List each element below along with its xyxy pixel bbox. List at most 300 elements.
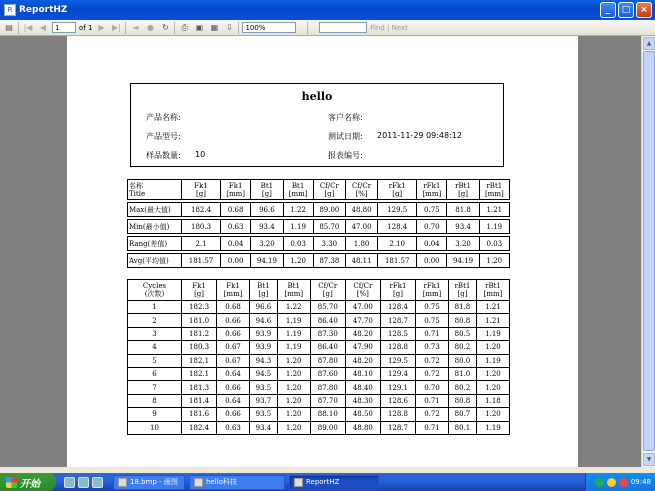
table-row	[128, 220, 510, 234]
table-cell: 80.0	[448, 354, 476, 367]
column-header-cycles-line: (次数)	[144, 290, 165, 298]
table-cell: 93.4	[250, 421, 278, 434]
column-header-line: [g]	[457, 290, 468, 298]
show-desktop-icon[interactable]	[78, 477, 89, 488]
table-cell: 93.4	[447, 220, 479, 234]
table-cell: 88.10	[310, 408, 345, 421]
table-cell: 87.70	[310, 394, 345, 407]
table-cell: 0.00	[417, 254, 447, 268]
table-cell: 1.18	[476, 394, 509, 407]
table-cell: 47.00	[345, 220, 377, 234]
column-header-line: [mm]	[223, 290, 243, 298]
table-row	[128, 254, 510, 268]
table-cell: 80.7	[448, 408, 476, 421]
table-cell: 87.60	[310, 367, 345, 380]
back-icon[interactable]: ◄	[132, 23, 139, 32]
table-cell: 80.8	[448, 394, 476, 407]
table-cell: 181.6	[182, 408, 217, 421]
last-page-icon[interactable]: ▶|	[112, 23, 121, 32]
table-cell: 0.70	[417, 220, 447, 234]
table-row	[128, 421, 510, 434]
column-header	[378, 180, 417, 200]
table-cell: 128.4	[380, 301, 415, 314]
table-cell: 8	[128, 394, 182, 407]
zoom-select[interactable]: 100%	[242, 22, 296, 33]
column-header-line: Bt1	[257, 282, 270, 290]
table-cell: 1.19	[476, 354, 509, 367]
column-header-title	[128, 180, 182, 200]
table-cell: 81.0	[448, 367, 476, 380]
table-cell: 0.00	[221, 254, 251, 268]
table-cell: 86.40	[310, 314, 345, 327]
table-cell: 0.75	[416, 301, 449, 314]
window-title: ReportHZ	[19, 5, 68, 15]
table-cell: 81.8	[448, 301, 476, 314]
table-cell: 85.70	[310, 301, 345, 314]
table-cell: 47.00	[345, 301, 380, 314]
column-header-line: Cf/Cr	[353, 282, 373, 290]
table-cell: 80.8	[448, 314, 476, 327]
table-cell: 180.3	[182, 220, 221, 234]
row-label: Min(最小值)	[128, 220, 182, 234]
table-cell: 93.7	[250, 394, 278, 407]
table-cell: 1.20	[479, 254, 509, 268]
column-header	[277, 280, 310, 301]
table-cell: 0.64	[217, 394, 250, 407]
column-header-line: Cf/Cr	[318, 282, 338, 290]
table-cell: 93.4	[251, 220, 283, 234]
column-header-line: Fk1	[192, 282, 206, 290]
column-header-line: Bt1	[260, 181, 274, 190]
column-header-line: [mm]	[226, 189, 246, 198]
table-cell: 1.19	[479, 220, 509, 234]
column-header-line: [%]	[355, 189, 368, 198]
column-header	[476, 280, 509, 301]
column-header-line: rFk1	[423, 181, 441, 190]
window-titlebar[interactable]	[0, 0, 655, 20]
table-cell: 3	[128, 327, 182, 340]
page-count-label: of 1	[79, 23, 93, 32]
table-cell: 94.19	[251, 254, 283, 268]
table-cell: 1.20	[277, 408, 310, 421]
security-icon[interactable]	[619, 478, 628, 487]
table-cell: 81.8	[447, 203, 479, 217]
taskbar-item-label: hello科技	[206, 478, 237, 486]
column-header-line: [mm]	[284, 290, 304, 298]
table-row	[128, 203, 510, 217]
table-row	[128, 381, 510, 394]
table-cell: 89.00	[310, 421, 345, 434]
table-cell: 0.04	[221, 237, 251, 251]
table-cell: 1.19	[283, 220, 313, 234]
sample-count-value: 10	[195, 150, 206, 159]
table-cell: 94.6	[250, 314, 278, 327]
refresh-icon[interactable]: ↻	[162, 23, 169, 32]
toolbar-separator	[18, 22, 19, 34]
table-cell: 181.2	[182, 327, 217, 340]
test-date-label: 测试日期:	[328, 132, 363, 141]
page-setup-icon[interactable]: ▦	[210, 23, 219, 32]
table-header-row	[128, 280, 510, 301]
find-input[interactable]	[319, 22, 367, 33]
report-number-label: 报表编号:	[328, 151, 363, 160]
app-icon: R	[4, 4, 16, 16]
column-header-line: [g]	[258, 290, 269, 298]
network-icon[interactable]	[595, 478, 604, 487]
table-cell: 2	[128, 314, 182, 327]
column-header-line: [g]	[392, 189, 403, 198]
table-cell: 1.19	[277, 341, 310, 354]
table-cell: 96.6	[251, 203, 283, 217]
test-date-value: 2011-11-29 09:48:12	[377, 131, 462, 140]
toggle-document-map-icon[interactable]: ▤	[5, 23, 13, 32]
table-cell: 182.3	[182, 301, 217, 314]
column-header	[283, 180, 313, 200]
browser-icon[interactable]	[64, 477, 75, 488]
table-cell: 0.75	[417, 203, 447, 217]
column-header	[182, 280, 217, 301]
taskbar-item-label: ReportHZ	[306, 478, 340, 486]
table-cell: 0.03	[479, 237, 509, 251]
column-header	[182, 180, 221, 200]
column-header	[250, 280, 278, 301]
column-header	[345, 180, 377, 200]
media-player-icon[interactable]	[92, 477, 103, 488]
table-cell: 0.66	[217, 408, 250, 421]
toolbar-separator	[174, 22, 175, 34]
table-cell: 1.19	[476, 421, 509, 434]
first-page-icon[interactable]: |◀	[23, 23, 33, 32]
table-cell: 3.20	[447, 237, 479, 251]
table-cell: 48.80	[345, 203, 377, 217]
table-cell: 1.19	[476, 327, 509, 340]
table-cell: 1.80	[345, 237, 377, 251]
paint-icon	[118, 478, 127, 487]
column-header-line: rFk1	[423, 282, 441, 290]
taskbar-item-label: 18.bmp - 画图	[130, 478, 178, 486]
table-cell: 48.40	[345, 381, 380, 394]
table-cell: 0.67	[217, 354, 250, 367]
table-cell: 0.70	[416, 381, 449, 394]
table-cell: 0.75	[416, 314, 449, 327]
table-cell: 87.80	[310, 354, 345, 367]
table-cell: 93.5	[250, 408, 278, 421]
table-cell: 1.20	[277, 367, 310, 380]
column-header	[345, 280, 380, 301]
table-row	[128, 354, 510, 367]
table-cell: 1.19	[277, 327, 310, 340]
scroll-thumb[interactable]	[643, 51, 655, 451]
table-cell: 0.71	[416, 394, 449, 407]
column-header-line: [mm]	[483, 290, 503, 298]
table-cell: 3.30	[313, 237, 345, 251]
page-number-input[interactable]: 1	[52, 22, 76, 33]
table-cell: 129.4	[380, 367, 415, 380]
scroll-up-icon[interactable]: ▲	[643, 37, 655, 50]
column-header-line: rFk1	[389, 282, 407, 290]
table-cell: 48.10	[345, 367, 380, 380]
table-cell: 47.70	[345, 314, 380, 327]
table-cell: 0.04	[417, 237, 447, 251]
column-header-line: [g]	[194, 290, 205, 298]
row-label: Max(最大值)	[128, 203, 182, 217]
table-cell: 47.90	[345, 341, 380, 354]
clock: 09:48	[630, 478, 651, 486]
table-cell: 10	[128, 421, 182, 434]
quick-launch	[64, 477, 103, 488]
scroll-down-icon[interactable]: ▼	[643, 453, 655, 466]
sample-count-label: 样品数量:	[146, 151, 181, 160]
table-cell: 48.50	[345, 408, 380, 421]
table-cell: 85.70	[313, 220, 345, 234]
taskbar-item-paint[interactable]	[113, 475, 185, 490]
table-row	[128, 367, 510, 380]
column-header-cycles	[128, 280, 182, 301]
column-header-line: rFk1	[388, 181, 406, 190]
table-cell: 7	[128, 381, 182, 394]
taskbar-item-reporthz[interactable]	[289, 475, 379, 490]
table-cell: 128.5	[380, 327, 415, 340]
table-cell: 89.00	[313, 203, 345, 217]
column-header	[479, 180, 509, 200]
vertical-scrollbar[interactable]	[641, 36, 655, 467]
table-row	[128, 408, 510, 421]
table-cell: 48.11	[345, 254, 377, 268]
find-next-link[interactable]: Find | Next	[370, 23, 408, 32]
table-cell: 1.20	[277, 354, 310, 367]
previous-page-icon[interactable]: ◀	[39, 23, 47, 32]
table-cell: 80.5	[448, 327, 476, 340]
report-header-box	[130, 83, 504, 167]
column-header	[417, 180, 447, 200]
summary-table	[127, 179, 510, 268]
table-cell: 0.66	[217, 381, 250, 394]
column-header	[416, 280, 449, 301]
column-header-cycles-line: Cycles	[142, 282, 167, 290]
table-cell: 181.3	[182, 381, 217, 394]
column-header-line: Fk1	[226, 282, 240, 290]
table-cell: 1.20	[476, 381, 509, 394]
table-cell: 5	[128, 354, 182, 367]
table-cell: 94.3	[250, 354, 278, 367]
table-cell: 4	[128, 341, 182, 354]
table-cell: 0.64	[217, 367, 250, 380]
column-header-line: [g]	[261, 189, 272, 198]
row-label: Rang(差值)	[128, 237, 182, 251]
column-header-line: rBt1	[485, 282, 501, 290]
table-row	[128, 314, 510, 327]
taskbar-item-hello[interactable]	[189, 475, 285, 490]
table-cell: 0.68	[217, 301, 250, 314]
table-cell: 94.5	[250, 367, 278, 380]
column-header-line: Bt1	[291, 181, 305, 190]
table-cell: 80.2	[448, 341, 476, 354]
table-cell: 1.20	[476, 341, 509, 354]
column-header-title-line: 名称	[129, 181, 143, 190]
table-cell: 128.7	[380, 421, 415, 434]
table-row	[128, 327, 510, 340]
table-cell: 3.20	[251, 237, 283, 251]
table-cell: 0.72	[416, 354, 449, 367]
column-header-line: rBt1	[454, 282, 471, 290]
table-cell: 1.22	[283, 203, 313, 217]
column-header-line: rBt1	[486, 181, 503, 190]
table-cell: 0.72	[416, 408, 449, 421]
table-cell: 2.1	[182, 237, 221, 251]
print-layout-icon[interactable]: ▣	[195, 23, 204, 32]
column-header-line: [%]	[356, 290, 369, 298]
column-header-line: rBt1	[455, 181, 471, 190]
customer-name-label: 客户名称:	[328, 113, 363, 122]
minimize-button[interactable]: _	[600, 2, 616, 18]
table-cell: 1.22	[277, 301, 310, 314]
table-cell: 182.1	[182, 367, 217, 380]
product-name-label: 产品名称:	[146, 113, 181, 122]
table-cell: 48.20	[345, 327, 380, 340]
column-header-line: Fk1	[194, 181, 208, 190]
report-toolbar	[0, 20, 655, 36]
table-cell: 87.38	[313, 254, 345, 268]
table-cell: 129.5	[378, 203, 417, 217]
table-cell: 1.21	[476, 314, 509, 327]
table-cell: 48.30	[345, 394, 380, 407]
report-title: hello	[301, 90, 333, 103]
column-header	[447, 180, 479, 200]
table-cell: 128.7	[380, 314, 415, 327]
column-header-line: Bt1	[287, 282, 300, 290]
table-cell: 128.4	[378, 220, 417, 234]
cycles-table	[127, 279, 510, 435]
table-cell: 1.20	[476, 367, 509, 380]
table-cell: 182.1	[182, 354, 217, 367]
column-header-line: Cf/Cr	[319, 181, 339, 190]
next-page-icon[interactable]: ▶	[98, 23, 105, 32]
table-cell: 181.57	[182, 254, 221, 268]
table-cell: 6	[128, 367, 182, 380]
column-header	[380, 280, 415, 301]
column-header-line: Fk1	[228, 181, 243, 190]
table-cell: 182.4	[182, 421, 217, 434]
column-header-line: Cf/Cr	[352, 181, 372, 190]
column-header-line: [mm]	[288, 189, 308, 198]
stop-icon[interactable]: ●	[146, 23, 154, 32]
product-model-label: 产品型号:	[146, 132, 181, 141]
app-icon	[294, 478, 303, 487]
table-cell: 1.20	[476, 408, 509, 421]
table-row	[128, 237, 510, 251]
table-cell: 48.80	[345, 421, 380, 434]
table-cell: 181.57	[378, 254, 417, 268]
table-cell: 9	[128, 408, 182, 421]
column-header-line: [mm]	[422, 189, 442, 198]
table-cell: 129.5	[380, 354, 415, 367]
table-cell: 0.66	[217, 327, 250, 340]
column-header	[221, 180, 251, 200]
column-header	[313, 180, 345, 200]
column-header-line: [g]	[458, 189, 469, 198]
table-cell: 181.0	[182, 314, 217, 327]
table-cell: 181.4	[182, 394, 217, 407]
table-cell: 128.8	[380, 341, 415, 354]
table-cell: 93.5	[250, 381, 278, 394]
table-cell: 0.72	[416, 367, 449, 380]
table-cell: 1.21	[476, 301, 509, 314]
table-cell: 0.68	[221, 203, 251, 217]
print-icon[interactable]: ⎙	[181, 22, 188, 32]
table-header-row	[128, 180, 510, 200]
column-header	[448, 280, 476, 301]
table-cell: 1.19	[277, 314, 310, 327]
table-row	[128, 301, 510, 314]
table-cell: 0.67	[217, 341, 250, 354]
table-cell: 1.20	[277, 381, 310, 394]
table-cell: 80.1	[448, 421, 476, 434]
row-label: Avg(平均值)	[128, 254, 182, 268]
maximize-button[interactable]: □	[618, 2, 634, 18]
windows-logo-icon	[6, 477, 17, 488]
export-icon[interactable]: ⇩	[226, 23, 233, 32]
column-header-line: [mm]	[422, 290, 442, 298]
table-cell: 96.6	[250, 301, 278, 314]
table-cell: 87.80	[310, 381, 345, 394]
table-cell: 1	[128, 301, 182, 314]
table-cell: 128.6	[380, 394, 415, 407]
table-cell: 182.4	[182, 203, 221, 217]
table-cell: 1.21	[479, 203, 509, 217]
table-cell: 0.63	[217, 421, 250, 434]
toolbar-separator	[238, 22, 239, 34]
table-cell: 0.63	[221, 220, 251, 234]
table-cell: 93.9	[250, 327, 278, 340]
volume-icon[interactable]	[607, 478, 616, 487]
table-cell: 0.66	[217, 314, 250, 327]
table-cell: 1.20	[277, 394, 310, 407]
app-icon	[194, 478, 203, 487]
table-cell: 93.9	[250, 341, 278, 354]
toolbar-separator	[307, 22, 308, 34]
table-cell: 129.1	[380, 381, 415, 394]
column-header	[310, 280, 345, 301]
table-cell: 128.8	[380, 408, 415, 421]
table-cell: 180.3	[182, 341, 217, 354]
table-cell: 0.73	[416, 341, 449, 354]
column-header	[217, 280, 250, 301]
table-cell: 1.20	[277, 421, 310, 434]
system-tray	[585, 473, 655, 491]
start-button[interactable]	[0, 473, 56, 491]
toolbar-separator	[125, 22, 126, 34]
column-header-line: [g]	[322, 290, 333, 298]
table-row	[128, 394, 510, 407]
table-cell: 94.19	[447, 254, 479, 268]
table-cell: 0.71	[416, 421, 449, 434]
column-header-line: [g]	[196, 189, 206, 198]
close-button[interactable]: ×	[636, 2, 652, 18]
table-cell: 80.2	[448, 381, 476, 394]
table-cell: 1.20	[283, 254, 313, 268]
table-cell: 0.71	[416, 327, 449, 340]
column-header-title-line: Title	[129, 189, 146, 198]
taskbar	[0, 473, 655, 491]
table-cell: 86.40	[310, 341, 345, 354]
column-header-line: [g]	[324, 189, 335, 198]
column-header	[251, 180, 283, 200]
start-label: 开始	[20, 478, 40, 490]
table-cell: 2.10	[378, 237, 417, 251]
table-cell: 87.30	[310, 327, 345, 340]
table-cell: 48.20	[345, 354, 380, 367]
table-row	[128, 341, 510, 354]
